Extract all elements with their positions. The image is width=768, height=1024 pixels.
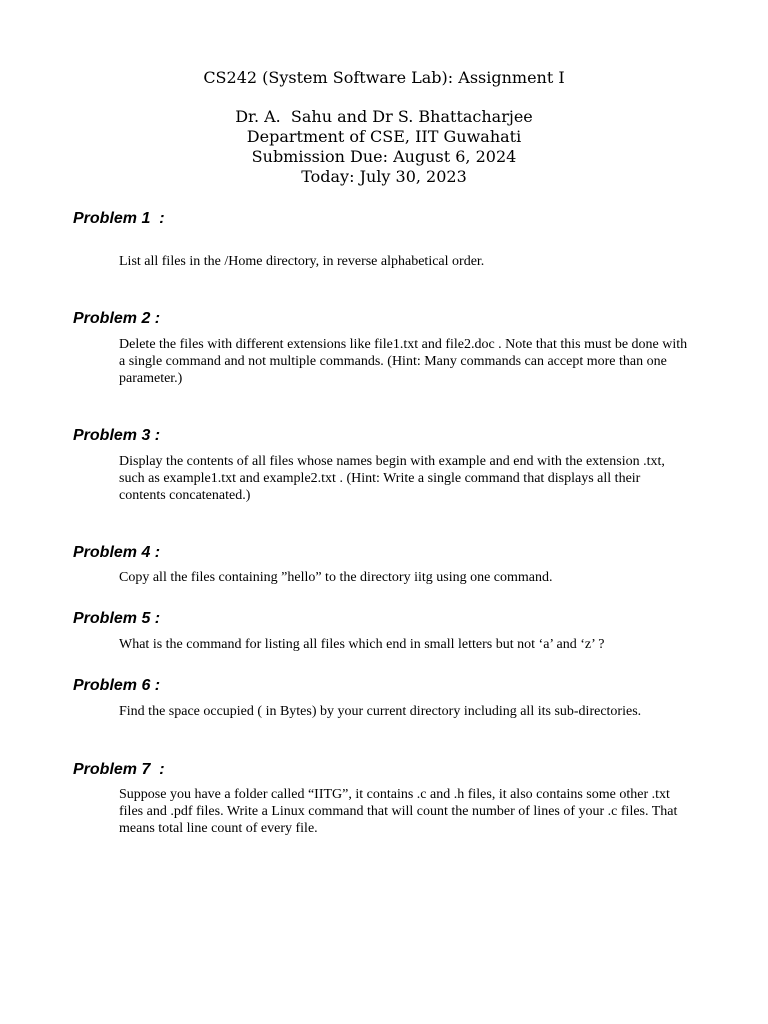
problem-2-title: Problem 2 : [73, 310, 161, 327]
department: Department of CSE, IIT Guwahati [246, 127, 522, 146]
problem-5-text: What is the command for listing all files which end in small letters but not ‘a’ and ‘z’ ? [119, 637, 605, 652]
assignment-title: CS242 (System Software Lab): Assignment I [203, 68, 565, 87]
authors: Dr. A. Sahu and Dr S. Bhattacharjee [235, 107, 533, 126]
problem-7-text: Suppose you have a folder called “IITG”, it contains .c and .h files, it also contains some other .txt files and .pdf files. Write a Linux command that will count the number of lines of your .c files. That means total line count of every file. [119, 787, 678, 836]
problem-4-title: Problem 4 : [73, 544, 161, 561]
submission-due: Submission Due: August 6, 2024 [251, 147, 517, 166]
problem-6-text: Find the space occupied ( in Bytes) by your current directory including all its sub-directories. [119, 704, 642, 719]
problem-1-text: List all files in the /Home directory, in reverse alphabetical order. [119, 254, 485, 269]
problem-2-text: Delete the files with different extensions like file1.txt and file2.doc . Note that this must be done with a single command and not multiple commands. (Hint: Many commands can accept more than one parameter.) [119, 337, 688, 386]
problem-1-title: Problem 1 : [73, 210, 165, 227]
problem-7-title: Problem 7 : [73, 761, 165, 778]
problem-3-title: Problem 3 : [73, 427, 161, 444]
problem-3-text: Display the contents of all files whose names begin with example and end with the extension .txt, such as example1.txt and example2.txt . (Hint: Write a single command that displays all their contents concatenated.) [119, 454, 665, 503]
document-header [0, 68, 768, 187]
problem-6-title: Problem 6 : [73, 677, 161, 694]
problem-4-text: Copy all the files containing ”hello” to the directory iitg using one command. [119, 570, 553, 585]
today-date: Today: July 30, 2023 [301, 167, 467, 186]
problem-5-title: Problem 5 : [73, 610, 161, 627]
